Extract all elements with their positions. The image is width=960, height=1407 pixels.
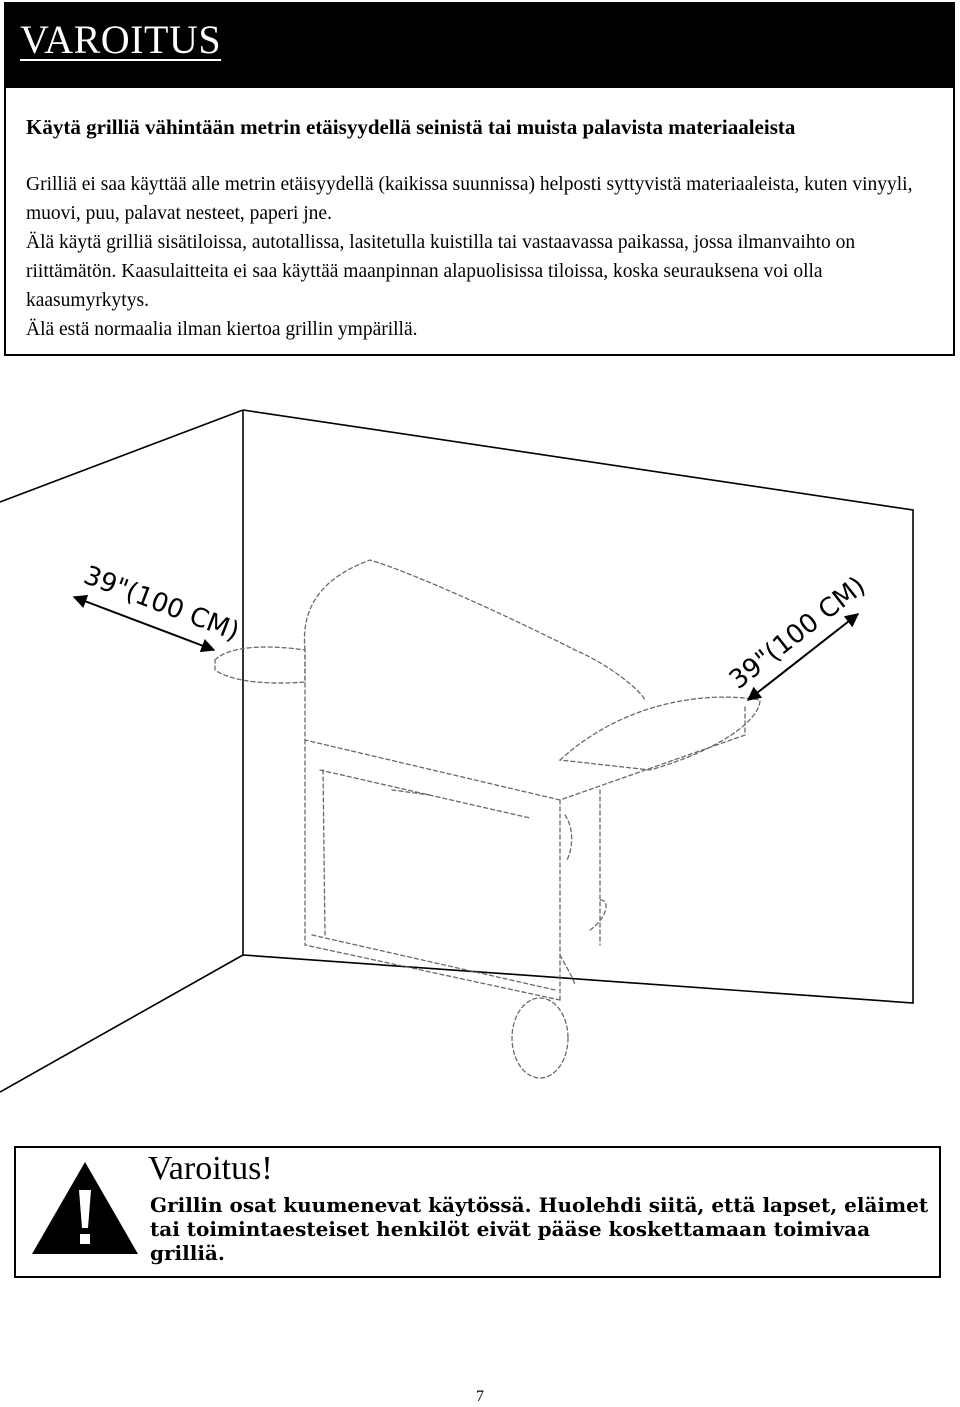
caution-title: Varoitus! <box>148 1150 273 1187</box>
wall-outline <box>0 410 913 1092</box>
warning-body <box>26 170 944 344</box>
exclamation-warning-icon <box>30 1160 140 1256</box>
right-clearance-label: 39"(100 CM) <box>723 571 872 696</box>
warning-title: VAROITUS <box>20 17 222 62</box>
warning-paragraph: Älä estä normaalia ilman kiertoa grillin ympärillä. <box>26 319 418 340</box>
warning-header <box>6 4 953 88</box>
clearance-diagram <box>0 380 960 1120</box>
grill-sketch <box>215 560 760 1078</box>
warning-subtitle: Käytä grilliä vähintään metrin etäisyydellä seinistä tai muista palavista materiaaleista <box>26 115 796 139</box>
warning-paragraph: Grilliä ei saa käyttää alle metrin etäisyydellä (kaikissa suunnissa) helposti syttyvistä materiaaleista, kuten vinyyli, muovi, puu, palavat nesteet, paperi jne. <box>26 174 913 224</box>
page-number: 7 <box>476 1388 484 1405</box>
warning-paragraph: Älä käytä grilliä sisätiloissa, autotallissa, lasitetulla kuistilla tai vastaavassa paikassa, jossa ilmanvaihto on riittämätön. Kaasulaitteita ei saa käyttää maanpinnan alapuolisissa tiloissa, koska seurauksena voi olla kaasumyrkytys. <box>26 232 856 311</box>
warning-box <box>4 2 955 356</box>
left-clearance-label: 39"(100 CM) <box>79 560 244 648</box>
caution-text: Grillin osat kuumenevat käytössä. Huolehdi siitä, että lapset, eläimet tai toimintaesteiset henkilöt eivät pääse koskettamaan toimivaa grilliä. <box>150 1193 929 1265</box>
